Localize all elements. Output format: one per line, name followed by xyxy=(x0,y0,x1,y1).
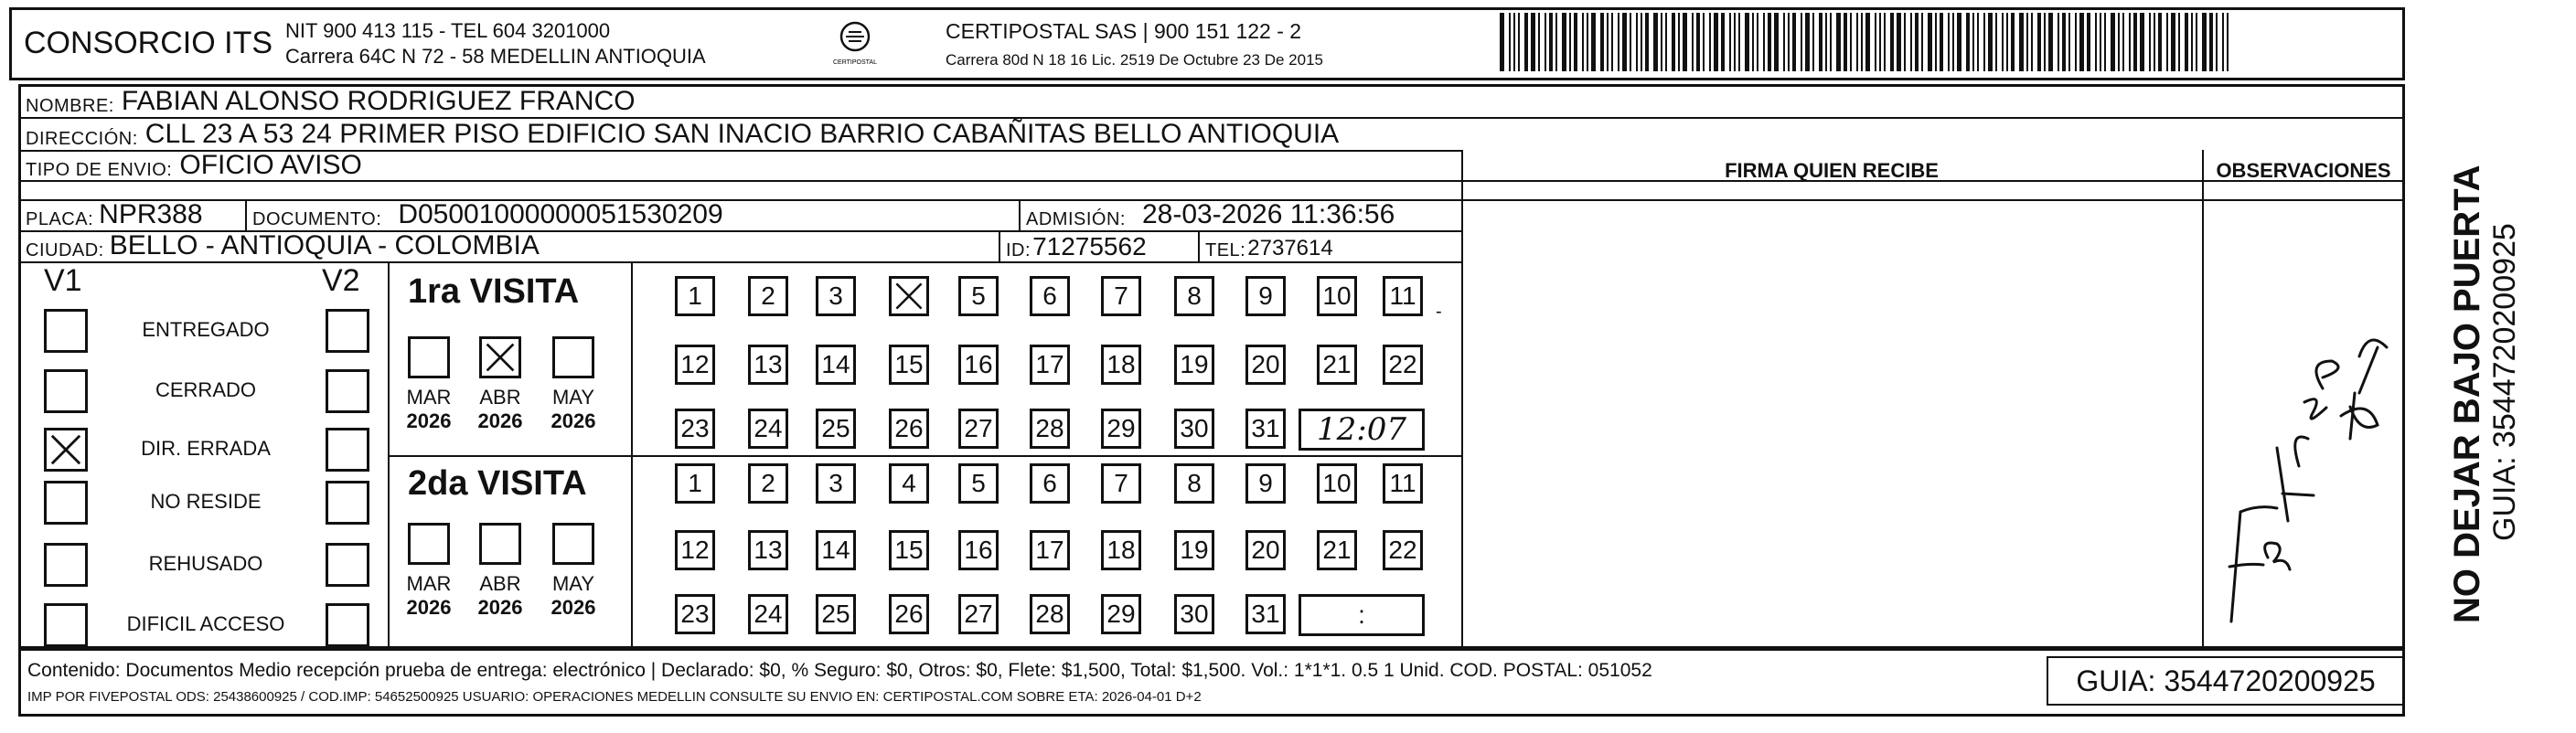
day-box[interactable]: 12 xyxy=(675,530,715,570)
day-box[interactable]: 26 xyxy=(889,594,929,634)
status-option-label: NO RESIDE xyxy=(150,490,262,513)
nombre-label: NOMBRE: xyxy=(26,96,114,116)
v1-checkbox[interactable] xyxy=(44,603,88,647)
year-label: 2026 xyxy=(550,596,596,619)
day-box[interactable]: 15 xyxy=(889,345,929,385)
month-label: ABR xyxy=(479,386,521,409)
v1-checkbox[interactable] xyxy=(44,481,88,525)
day-box[interactable]: 17 xyxy=(1030,530,1070,570)
day-box[interactable] xyxy=(889,276,929,316)
day-box[interactable]: 1 xyxy=(675,463,715,504)
side-guia: GUIA: 3544720200925 xyxy=(2487,223,2522,541)
day-box[interactable]: 14 xyxy=(816,530,856,570)
second-visit-time-text: : xyxy=(1358,600,1365,629)
month-label: MAY xyxy=(551,572,595,595)
year-label: 2026 xyxy=(406,409,452,432)
day-box[interactable]: 1 xyxy=(675,276,715,316)
day-box[interactable]: 29 xyxy=(1101,594,1141,634)
day-box[interactable]: 31 xyxy=(1245,409,1286,449)
v2-label: V2 xyxy=(322,263,360,298)
month-label: MAY xyxy=(551,386,595,409)
v2-checkbox[interactable] xyxy=(326,309,369,353)
company-line-1: NIT 900 413 115 - TEL 604 3201000 xyxy=(285,19,611,42)
day-box[interactable]: 11 xyxy=(1383,463,1423,504)
day-box[interactable]: 11 xyxy=(1383,276,1423,316)
footer-guia-text: GUIA: 3544720200925 xyxy=(2076,664,2376,697)
company-line-2: Carrera 64C N 72 - 58 MEDELLIN ANTIOQUIA xyxy=(285,45,706,68)
barcode xyxy=(1500,13,2231,71)
year-label: 2026 xyxy=(550,409,596,432)
v2-checkbox[interactable] xyxy=(326,543,369,587)
tipo-label: TIPO DE ENVIO: xyxy=(26,160,173,180)
year-label: 2026 xyxy=(477,596,523,619)
ciudad-value: BELLO - ANTIOQUIA - COLOMBIA xyxy=(109,230,540,260)
day-box[interactable]: 6 xyxy=(1030,463,1070,504)
day-box[interactable]: 4 xyxy=(889,463,929,504)
day-box[interactable]: 28 xyxy=(1030,409,1070,449)
day-box[interactable]: 23 xyxy=(675,409,715,449)
day-box[interactable]: 30 xyxy=(1174,409,1214,449)
second-visit-title: 2da VISITA xyxy=(408,464,587,503)
day-box[interactable]: 18 xyxy=(1101,345,1141,385)
day-box[interactable]: 27 xyxy=(958,409,999,449)
day-box[interactable]: 27 xyxy=(958,594,999,634)
month-label: MAR xyxy=(406,386,452,409)
day-box[interactable]: 5 xyxy=(958,276,999,316)
admision-value: 28-03-2026 11:36:56 xyxy=(1141,199,1395,229)
day-box[interactable]: 3 xyxy=(816,276,856,316)
month-checkbox[interactable] xyxy=(552,523,594,565)
day-box[interactable]: 15 xyxy=(889,530,929,570)
day-box[interactable]: 28 xyxy=(1030,594,1070,634)
status-option-label: DIFICIL ACCESO xyxy=(126,612,285,635)
day-box[interactable]: 12 xyxy=(675,345,715,385)
month-checkbox[interactable] xyxy=(408,523,450,565)
admision-label: ADMISIÓN: xyxy=(1026,209,1126,229)
id-label: ID: xyxy=(1006,240,1031,260)
day-box[interactable]: 19 xyxy=(1174,345,1214,385)
first-visit-time-text: 12:07 xyxy=(1317,411,1406,448)
month-label: ABR xyxy=(479,572,521,595)
footer-line-2: IMP POR FIVEPOSTAL ODS: 25438600925 / COD.IMP: 54652500925 USUARIO: OPERACIONES MEDELLIN CONSULTE SU ENVIO EN: CERTIPOSTAL.COM SOBRE ETA: 2026-04-01 D+2 xyxy=(27,689,1202,705)
tipo-value: OFICIO AVISO xyxy=(179,150,362,180)
direccion-value: CLL 23 A 53 24 PRIMER PISO EDIFICIO SAN INACIO BARRIO CABAÑITAS BELLO ANTIOQUIA xyxy=(144,119,1340,149)
carrier-line-1: CERTIPOSTAL SAS | 900 151 122 - 2 xyxy=(946,19,1302,43)
firma-label: FIRMA QUIEN RECIBE xyxy=(1725,159,1939,182)
day-box[interactable]: 24 xyxy=(748,594,788,634)
day-box[interactable]: 14 xyxy=(816,345,856,385)
day-box[interactable]: 21 xyxy=(1317,530,1357,570)
day-box[interactable]: 17 xyxy=(1030,345,1070,385)
v1-checkbox[interactable] xyxy=(44,369,88,413)
footer-frame xyxy=(18,649,2405,717)
month-checkbox[interactable] xyxy=(479,336,521,378)
v2-checkbox[interactable] xyxy=(326,603,369,647)
v2-checkbox[interactable] xyxy=(326,369,369,413)
day-box[interactable]: 31 xyxy=(1245,594,1286,634)
day-box[interactable]: 8 xyxy=(1174,276,1214,316)
status-option-label: DIR. ERRADA xyxy=(141,437,271,460)
v1-checkbox[interactable] xyxy=(44,428,88,472)
day-box[interactable]: 25 xyxy=(816,594,856,634)
day-box[interactable]: 10 xyxy=(1317,276,1357,316)
placa-label: PLACA: xyxy=(26,209,94,229)
day-box[interactable]: 16 xyxy=(958,530,999,570)
day-box[interactable]: 7 xyxy=(1101,276,1141,316)
day-box[interactable]: 20 xyxy=(1245,530,1286,570)
documento-value: D05001000000051530209 xyxy=(398,199,723,229)
day-box[interactable]: 9 xyxy=(1245,276,1286,316)
id-value: 71275562 xyxy=(1032,232,1147,260)
nombre-value: FABIAN ALONSO RODRIGUEZ FRANCO xyxy=(121,86,636,116)
day-box[interactable]: 7 xyxy=(1101,463,1141,504)
day-box[interactable]: 19 xyxy=(1174,530,1214,570)
carrier-line-2: Carrera 80d N 18 16 Lic. 2519 De Octubre 23 De 2015 xyxy=(946,51,1323,69)
day-box[interactable]: 13 xyxy=(748,530,788,570)
day-box[interactable]: 2 xyxy=(748,463,788,504)
day-box[interactable]: 6 xyxy=(1030,276,1070,316)
day-box[interactable]: 8 xyxy=(1174,463,1214,504)
documento-label: DOCUMENTO: xyxy=(252,209,382,229)
day-box[interactable]: 24 xyxy=(748,409,788,449)
day-box[interactable]: 22 xyxy=(1383,345,1423,385)
second-visit-time[interactable] xyxy=(1299,594,1425,636)
ciudad-label: CIUDAD: xyxy=(26,240,104,260)
footer-line-1: Contenido: Documentos Medio recepción prueba de entrega: electrónico | Declarado: $0, % Seguro: $0, Otros: $0, Flete: $1,500, Total: $1,500. Vol.: 1*1*1. 0.5 1 Unid. COD. POSTAL: 051052 xyxy=(27,660,1652,681)
day-box[interactable]: 23 xyxy=(675,594,715,634)
day-box[interactable]: 25 xyxy=(816,409,856,449)
day-box[interactable]: 9 xyxy=(1245,463,1286,504)
company-name: CONSORCIO ITS xyxy=(24,26,273,60)
side-text xyxy=(2414,84,2570,649)
day-box[interactable]: 29 xyxy=(1101,409,1141,449)
status-option-label: REHUSADO xyxy=(148,552,263,575)
direccion-label: DIRECCIÓN: xyxy=(26,129,138,149)
month-checkbox[interactable] xyxy=(552,336,594,378)
day-box[interactable]: 20 xyxy=(1245,345,1286,385)
v1-label: V1 xyxy=(44,263,82,298)
placa-value: NPR388 xyxy=(99,199,203,229)
v1-checkbox[interactable] xyxy=(44,309,88,353)
logo-text: CERTIPOSTAL xyxy=(833,59,877,66)
side-warning: NO DEJAR BAJO PUERTA xyxy=(2447,165,2487,623)
certipostal-logo xyxy=(828,18,882,73)
day-box[interactable]: 3 xyxy=(816,463,856,504)
first-visit-time[interactable] xyxy=(1299,409,1425,451)
observaciones-label: OBSERVACIONES xyxy=(2216,159,2391,182)
tel-label: TEL: xyxy=(1205,240,1246,260)
month-checkbox[interactable] xyxy=(479,523,521,565)
year-label: 2026 xyxy=(406,596,452,619)
v1-checkbox[interactable] xyxy=(44,543,88,587)
first-visit-title: 1ra VISITA xyxy=(408,272,580,311)
day-box[interactable]: 2 xyxy=(748,276,788,316)
v2-checkbox[interactable] xyxy=(326,481,369,525)
stray-mark: - xyxy=(1436,302,1442,322)
day-box[interactable]: 18 xyxy=(1101,530,1141,570)
year-label: 2026 xyxy=(477,409,523,432)
v2-checkbox[interactable] xyxy=(326,428,369,472)
status-option-label: ENTREGADO xyxy=(142,318,270,341)
status-option-label: CERRADO xyxy=(155,378,256,401)
day-box[interactable]: 30 xyxy=(1174,594,1214,634)
handwritten-observation xyxy=(2213,256,2396,640)
day-box[interactable]: 10 xyxy=(1317,463,1357,504)
day-box[interactable]: 13 xyxy=(748,345,788,385)
day-box[interactable]: 21 xyxy=(1317,345,1357,385)
tel-value: 2737614 xyxy=(1247,236,1333,260)
day-box[interactable]: 5 xyxy=(958,463,999,504)
day-box[interactable]: 22 xyxy=(1383,530,1423,570)
month-label: MAR xyxy=(406,572,452,595)
day-box[interactable]: 26 xyxy=(889,409,929,449)
day-box[interactable]: 16 xyxy=(958,345,999,385)
month-checkbox[interactable] xyxy=(408,336,450,378)
